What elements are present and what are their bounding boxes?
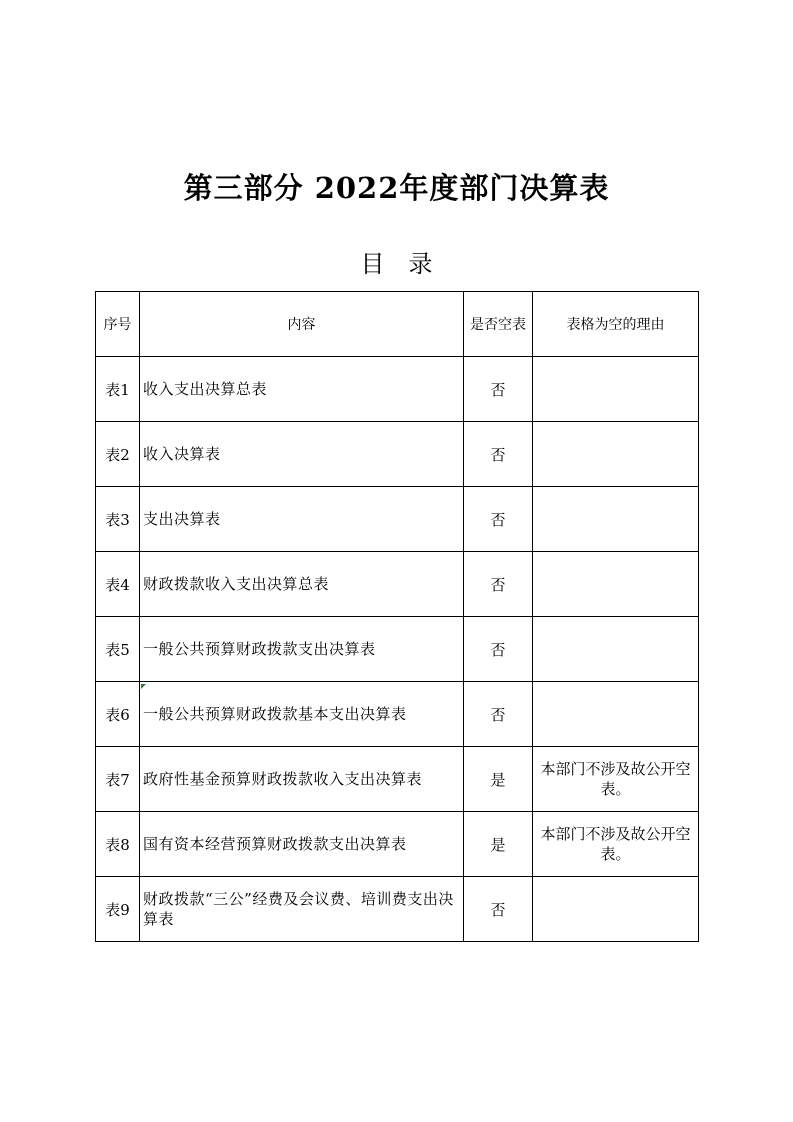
table-header-row (96, 292, 699, 357)
cell-content: 收入决算表 (140, 422, 464, 487)
table-row (96, 812, 699, 877)
cell-empty-reason (533, 617, 699, 682)
cell-content: 国有资本经营预算财政拨款支出决算表 (140, 812, 464, 877)
cell-no: 表1 (96, 357, 140, 422)
toc-table (95, 291, 699, 942)
table-body (96, 357, 699, 942)
cell-no: 表8 (96, 812, 140, 877)
table-row (96, 877, 699, 942)
cell-is-empty: 否 (464, 357, 533, 422)
cell-is-empty: 否 (464, 682, 533, 747)
cell-empty-reason: 本部门不涉及故公开空表。 (533, 747, 699, 812)
cell-content: 财政拨款“三公”经费及会议费、培训费支出决算表 (140, 877, 464, 942)
cell-empty-reason (533, 682, 699, 747)
cell-content: 政府性基金预算财政拨款收入支出决算表 (140, 747, 464, 812)
cell-is-empty: 是 (464, 812, 533, 877)
header-content: 内容 (140, 292, 464, 357)
cell-no: 表9 (96, 877, 140, 942)
cell-no: 表3 (96, 487, 140, 552)
table-row (96, 552, 699, 617)
cell-empty-reason (533, 877, 699, 942)
cell-content: 财政拨款收入支出决算总表 (140, 552, 464, 617)
cell-no: 表2 (96, 422, 140, 487)
cell-content: 一般公共预算财政拨款基本支出决算表 (140, 682, 464, 747)
table-row (96, 682, 699, 747)
header-no: 序号 (96, 292, 140, 357)
cell-is-empty: 否 (464, 552, 533, 617)
cell-content: 收入支出决算总表 (140, 357, 464, 422)
cell-content: 支出决算表 (140, 487, 464, 552)
cell-comment-marker (141, 684, 146, 689)
table-row (96, 487, 699, 552)
table-row (96, 747, 699, 812)
table-row (96, 422, 699, 487)
header-is-empty: 是否空表 (464, 292, 533, 357)
table-row (96, 357, 699, 422)
cell-content: 一般公共预算财政拨款支出决算表 (140, 617, 464, 682)
cell-no: 表5 (96, 617, 140, 682)
cell-is-empty: 否 (464, 617, 533, 682)
cell-empty-reason: 本部门不涉及故公开空表。 (533, 812, 699, 877)
cell-empty-reason (533, 357, 699, 422)
cell-is-empty: 否 (464, 422, 533, 487)
header-empty-reason: 表格为空的理由 (533, 292, 699, 357)
toc-heading: 目录 (360, 250, 457, 278)
cell-empty-reason (533, 422, 699, 487)
cell-no: 表4 (96, 552, 140, 617)
cell-no: 表6 (96, 682, 140, 747)
cell-empty-reason (533, 552, 699, 617)
table-row (96, 617, 699, 682)
cell-is-empty: 是 (464, 747, 533, 812)
page-title: 第三部分 2022年度部门决算表 (183, 171, 610, 205)
cell-empty-reason (533, 487, 699, 552)
cell-no: 表7 (96, 747, 140, 812)
cell-is-empty: 否 (464, 487, 533, 552)
cell-is-empty: 否 (464, 877, 533, 942)
